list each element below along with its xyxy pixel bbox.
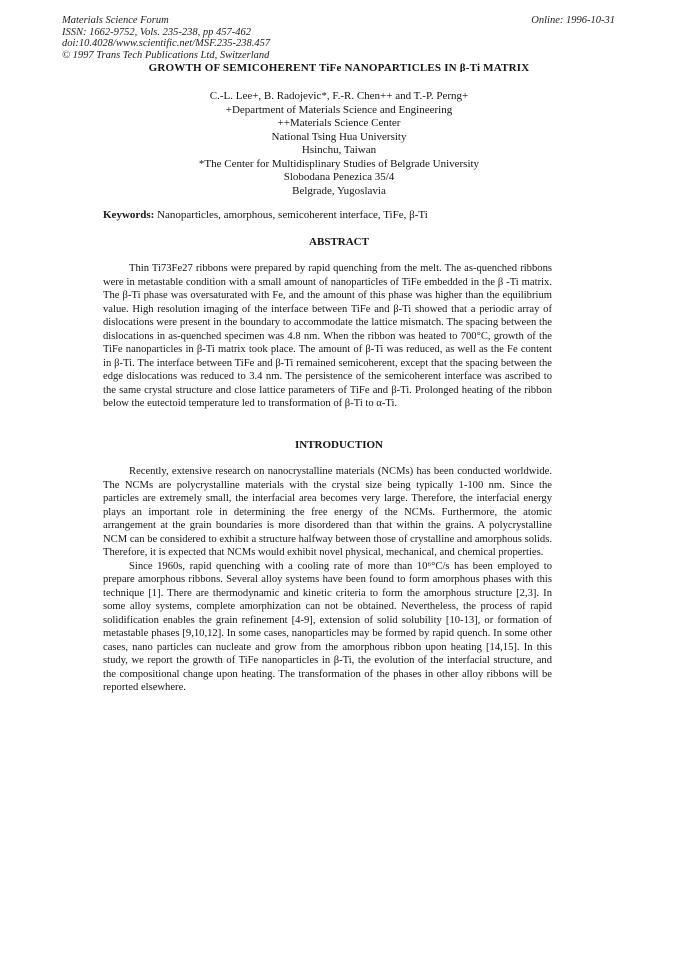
introduction-heading: INTRODUCTION	[294, 439, 383, 451]
keywords-text: Nanoparticles, amorphous, semicoherent interface, TiFe, β-Ti	[157, 209, 428, 221]
affiliation-line: ++Materials Science Center	[277, 117, 401, 129]
copyright-line: © 1997 Trans Tech Publications Ltd, Switzerland	[62, 49, 270, 61]
doi-line[interactable]: doi:10.4028/www.scientific.net/MSF.235-238.457	[62, 38, 271, 49]
affiliation-line: National Tsing Hua University	[271, 130, 407, 143]
author-names: C.-L. Lee+, B. Radojevic*, F.-R. Chen++ and T.-P. Perng+	[209, 90, 469, 102]
author-block	[0, 90, 678, 198]
issn-line: ISSN: 1662-9752, Vols. 235-238, pp 457-462	[62, 26, 251, 38]
publication-header	[62, 15, 270, 61]
abstract-body	[103, 262, 552, 411]
abstract-heading: ABSTRACT	[309, 236, 369, 248]
introduction-paragraph: Recently, extensive research on nanocrystalline materials (NCMs) has been conducted worldwide. The NCMs are polycrystalline materials with the crystal size being typically 1-100 nm. Since the particles are extremely small, the interfacial area becomes very large. Therefore, the interfacial energy plays an important role in determining the free energy of the NCMs. Furthermore, the atomic arrangement at the grain boundaries is more disordered than that within the grains. A polycrystalline NCM can be considered to exhibit a structure halfway between those of crystalline and amorphous solids. Therefore, it is expected that NCMs would exhibit novel physical, mechanical, and chemical properties.	[103, 466, 552, 558]
affiliation-line: +Department of Materials Science and Engineering	[225, 103, 453, 116]
introduction-body	[103, 465, 552, 695]
affiliation-line: Hsinchu, Taiwan	[301, 144, 377, 156]
affiliation-line: *The Center for Multidisplinary Studies of Belgrade University	[198, 157, 480, 170]
affiliation-line: Slobodana Penezica 35/4	[283, 171, 395, 183]
journal-name: Materials Science Forum	[62, 15, 169, 26]
keywords-label: Keywords:	[103, 209, 155, 221]
affiliation-line: Belgrade, Yugoslavia	[292, 184, 386, 197]
paper-title: GROWTH OF SEMICOHERENT TiFe NANOPARTICLES IN β-Ti MATRIX	[148, 62, 530, 72]
introduction-paragraph: Since 1960s, rapid quenching with a cooling rate of more than 10⁶°C/s has been employed to prepare amorphous ribbons. Several alloy systems have been found to form amorphous phases with this technique [1]. There are thermodynamic and kinetic criteria to form the amorphous structure [2,3]. In some alloy systems, complete amorphization can not be obtained. Nevertheless, the process of rapid solidification enables the grain refinement [4-9], extension of solid solubility [10-13], or formation of metastable phases [9,10,12]. In some cases, nanoparticles may be formed by rapid quench. In some other cases, nano particles can nucleate and grow from the amorphous ribbon upon heating [14,15]. In this study, we report the growth of TiFe nanoparticles in β-Ti, the evolution of the interfacial structure, and the compositional change upon heating. The transformation of the phases in other alloy ribbons will be reported elsewhere.	[103, 560, 552, 693]
online-date: Online: 1996-10-31	[531, 15, 615, 26]
abstract-paragraph: Thin Ti73Fe27 ribbons were prepared by rapid quenching from the melt. The as-quenched ribbons were in metastable condition with a small amount of nanoparticles of TiFe embedded in the β -Ti matrix. The β-Ti phase was oversaturated with Fe, and the amount of this phase was higher than the equilibrium value. High resolution imaging of the interface between TiFe and β-Ti showed that a periodic array of dislocations were present in the boundary to accommodate the lattice mismatch. The spacing between the dislocations in as-quenched specimen was 4.8 nm. When the ribbon was heated to 700°C, growth of the TiFe nanoparticles in β-Ti matrix took place. The amount of β-Ti was reduced, as well as the Fe content in β-Ti. The interface between TiFe and β-Ti remained semicoherent, except that the spacing between the edge dislocations was reduced to 3.4 nm. The persistence of the semicoherent interface was ascribed to the same crystal structure and close lattice parameters of TiFe and β-Ti. Prolonged heating of the ribbon below the eutectoid temperature led to transformation of β-Ti to α-Ti.	[103, 263, 552, 409]
keywords-line	[103, 209, 553, 221]
